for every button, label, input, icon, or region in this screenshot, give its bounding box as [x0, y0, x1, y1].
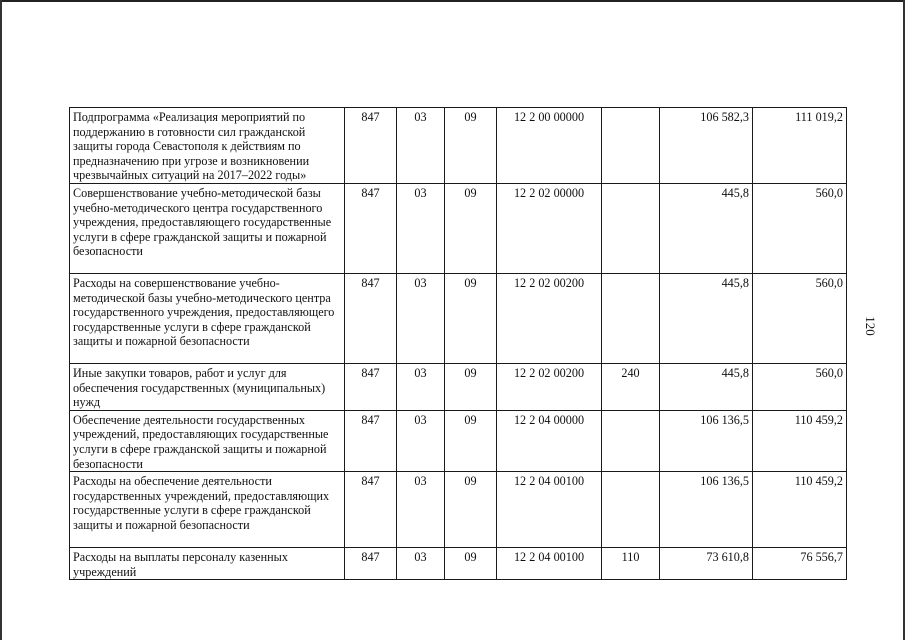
amount-year-2: 560,0	[753, 273, 847, 363]
scan-border-top	[0, 0, 905, 2]
amount-year-2: 110 459,2	[753, 472, 847, 548]
grbs-code: 847	[345, 183, 397, 273]
section-code: 03	[397, 183, 445, 273]
section-code: 03	[397, 410, 445, 471]
row-name: Совершенствование учебно-методической базы учебно-методического центра государственного учреждения, предоставляющего государственные услуги в сфере гражданской защиты и пожарной безопасности	[70, 183, 345, 273]
section-code: 03	[397, 273, 445, 363]
amount-year-1: 445,8	[660, 363, 753, 410]
grbs-code: 847	[345, 548, 397, 580]
amount-year-2: 111 019,2	[753, 108, 847, 184]
amount-year-2: 560,0	[753, 363, 847, 410]
section-code: 03	[397, 108, 445, 184]
row-name: Подпрограмма «Реализация мероприятий по поддержанию в готовности сил гражданской защиты города Севастополя к действиям по предназначению при угрозе и возникновении чрезвычайных ситуаций на 2017–2022 годы»	[70, 108, 345, 184]
grbs-code: 847	[345, 108, 397, 184]
grbs-code: 847	[345, 472, 397, 548]
expense-type-code	[602, 183, 660, 273]
target-article-code: 12 2 04 00000	[497, 410, 602, 471]
subsection-code: 09	[445, 273, 497, 363]
grbs-code: 847	[345, 273, 397, 363]
target-article-code: 12 2 04 00100	[497, 472, 602, 548]
subsection-code: 09	[445, 363, 497, 410]
table-row	[70, 273, 847, 363]
expense-type-code: 110	[602, 548, 660, 580]
row-name: Расходы на совершенствование учебно-методической базы учебно-методического центра государственного учреждения, предоставляющего государственные услуги в сфере гражданской защиты и пожарной безопасности	[70, 273, 345, 363]
table-row	[70, 410, 847, 471]
section-code: 03	[397, 548, 445, 580]
row-name: Иные закупки товаров, работ и услуг для обеспечения государственных (муниципальных) нужд	[70, 363, 345, 410]
row-name: Расходы на выплаты персоналу казенных учреждений	[70, 548, 345, 580]
target-article-code: 12 2 02 00000	[497, 183, 602, 273]
amount-year-2: 110 459,2	[753, 410, 847, 471]
target-article-code: 12 2 02 00200	[497, 273, 602, 363]
amount-year-1: 445,8	[660, 183, 753, 273]
table-row	[70, 472, 847, 548]
grbs-code: 847	[345, 363, 397, 410]
target-article-code: 12 2 04 00100	[497, 548, 602, 580]
subsection-code: 09	[445, 108, 497, 184]
subsection-code: 09	[445, 183, 497, 273]
subsection-code: 09	[445, 410, 497, 471]
expense-type-code	[602, 472, 660, 548]
table-row	[70, 108, 847, 184]
amount-year-1: 106 136,5	[660, 410, 753, 471]
section-code: 03	[397, 472, 445, 548]
budget-table	[69, 107, 847, 580]
expense-type-code: 240	[602, 363, 660, 410]
amount-year-1: 445,8	[660, 273, 753, 363]
amount-year-2: 560,0	[753, 183, 847, 273]
table-row	[70, 363, 847, 410]
expense-type-code	[602, 410, 660, 471]
amount-year-2: 76 556,7	[753, 548, 847, 580]
grbs-code: 847	[345, 410, 397, 471]
amount-year-1: 106 136,5	[660, 472, 753, 548]
page-number: 120	[863, 316, 878, 336]
row-name: Обеспечение деятельности государственных учреждений, предоставляющих государственные услуги в сфере гражданской защиты и пожарной безопасности	[70, 410, 345, 471]
table-row	[70, 183, 847, 273]
row-name: Расходы на обеспечение деятельности государственных учреждений, предоставляющих государственные услуги в сфере гражданской защиты и пожарной безопасности	[70, 472, 345, 548]
expense-type-code	[602, 273, 660, 363]
amount-year-1: 106 582,3	[660, 108, 753, 184]
scan-border-left	[0, 0, 2, 640]
amount-year-1: 73 610,8	[660, 548, 753, 580]
table-row	[70, 548, 847, 580]
expense-type-code	[602, 108, 660, 184]
target-article-code: 12 2 00 00000	[497, 108, 602, 184]
subsection-code: 09	[445, 548, 497, 580]
target-article-code: 12 2 02 00200	[497, 363, 602, 410]
section-code: 03	[397, 363, 445, 410]
subsection-code: 09	[445, 472, 497, 548]
